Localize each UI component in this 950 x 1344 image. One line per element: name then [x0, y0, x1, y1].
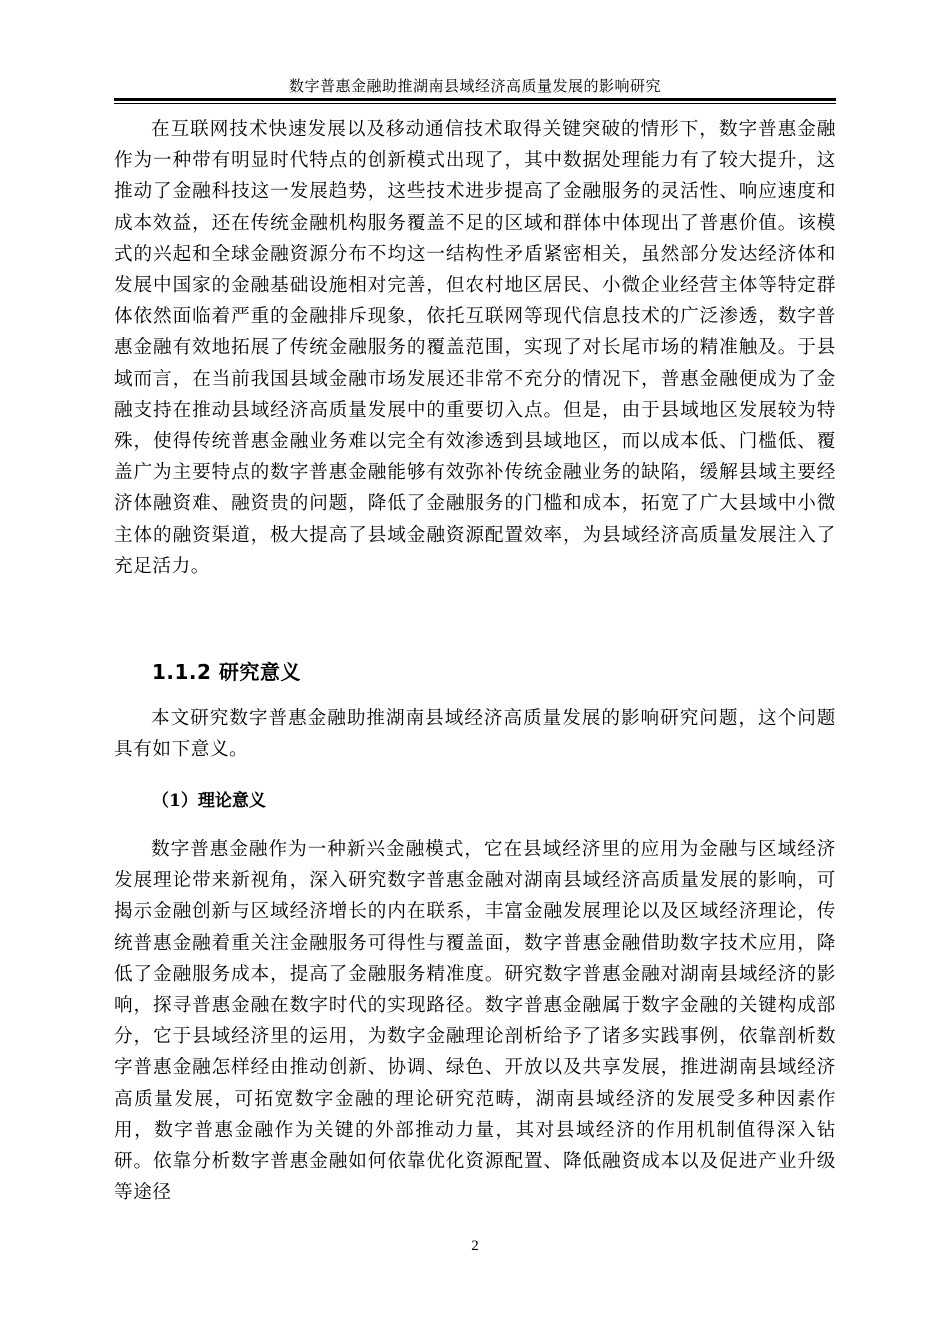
body-paragraph-theoretical: 数字普惠金融作为一种新兴金融模式，它在县域经济里的应用为金融与区域经济发展理论带来新视角，深入研究数字普惠金融对湖南县域经济高质量发展的影响，可揭示金融创新与区域经济增长的内在联系，丰富金融发展理论以及区域经济理论，传统普惠金融着重关注金融服务可得性与覆盖面，数字普惠金融借助数字技术应用，降低了金融服务成本，提高了金融服务精准度。研究数字普惠金融对湖南县域经济的影响，探寻普惠金融在数字时代的实现路径。数字普惠金融属于数字金融的关键构成部分，它于县域经济里的运用，为数字金融理论剖析给予了诸多实践事例，依靠剖析数字普惠金融怎样经由推动创新、协调、绿色、开放以及共享发展，推进湖南县域经济高质量发展，可拓宽数字金融的理论研究范畴，湖南县域经济的发展受多种因素作用，数字普惠金融作为关键的外部推动力量，其对县域经济的作用机制值得深入钻研。依靠分析数字普惠金融如何依靠优化资源配置、降低融资成本以及促进产业升级等途径 [114, 839, 836, 1204]
subsection-heading-theoretical-significance: （1）理论意义 [152, 791, 266, 811]
header-rule-thick [114, 98, 836, 101]
section-heading-research-significance: 1.1.2 研究意义 [152, 660, 301, 684]
header-rule-thin [114, 103, 836, 104]
page-number: 2 [471, 1238, 479, 1254]
running-header-title: 数字普惠金融助推湖南县域经济高质量发展的影响研究 [288, 77, 661, 95]
body-paragraph-background: 在互联网技术快速发展以及移动通信技术取得关键突破的情形下，数字普惠金融作为一种带有明显时代特点的创新模式出现了，其中数据处理能力有了较大提升，这推动了金融科技这一发展趋势，这些技术进步提高了金融服务的灵活性、响应速度和成本效益，还在传统金融机构服务覆盖不足的区域和群体中体现出了普惠价值。该模式的兴起和全球金融资源分布不均这一结构性矛盾紧密相关，虽然部分发达经济体和发展中国家的金融基础设施相对完善，但农村地区居民、小微企业经营主体等特定群体依然面临着严重的金融排斥现象，依托互联网等现代信息技术的广泛渗透，数字普惠金融有效地拓展了传统金融服务的覆盖范围，实现了对长尾市场的精准触及。于县域而言，在当前我国县域金融市场发展还非常不充分的情况下，普惠金融便成为了金融支持在推动县域经济高质量发展中的重要切入点。但是，由于县域地区发展较为特殊，使得传统普惠金融业务难以完全有效渗透到县域地区，而以成本低、门槛低、覆盖广为主要特点的数字普惠金融能够有效弥补传统金融业务的缺陷，缓解县域主要经济体融资难、融资贵的问题，降低了金融服务的门槛和成本，拓宽了广大县域中小微主体的融资渠道，极大提高了县域金融资源配置效率，为县域经济高质量发展注入了充足活力。 [114, 119, 836, 577]
body-paragraph-intro: 本文研究数字普惠金融助推湖南县域经济高质量发展的影响研究问题，这个问题具有如下意义。 [114, 708, 836, 761]
